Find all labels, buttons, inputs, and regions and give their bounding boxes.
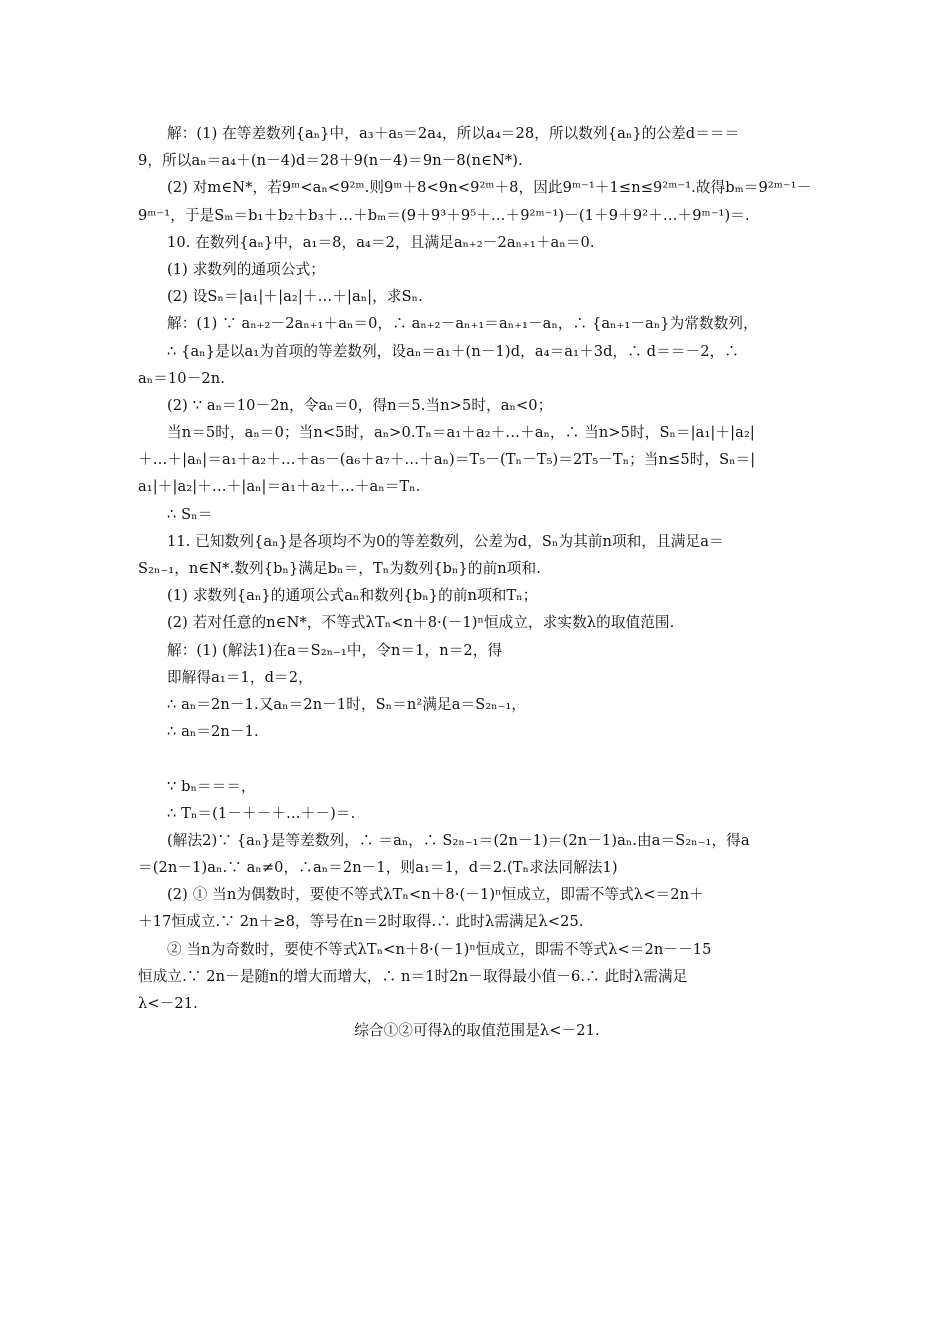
text-line: a₁|＋|a₂|＋…＋|aₙ|＝a₁＋a₂＋…＋aₙ＝Tₙ.	[138, 478, 421, 496]
text-line: (1) 求数列{aₙ}的通项公式aₙ和数列{bₙ}的前n项和Tₙ；	[167, 587, 538, 605]
text-line: S₂ₙ₋₁，n∈N*.数列{bₙ}满足bₙ＝，Tₙ为数列{bₙ}的前n项和.	[138, 560, 541, 577]
text-line: ∴ aₙ＝2n－1.	[167, 723, 259, 741]
blank-line	[138, 745, 816, 772]
text-line: (2) ① 当n为偶数时，要使不等式λTₙ<n＋8·(－1)ⁿ恒成立，即需不等式λ<＝2n＋	[167, 886, 704, 904]
document-body	[138, 120, 816, 1044]
text-line: 9ᵐ⁻¹，于是Sₘ＝b₁＋b₂＋b₃＋…＋bₘ＝(9＋9³＋9⁵＋…＋9²ᵐ⁻¹)－(1＋9＋9²＋…＋9ᵐ⁻¹)＝.	[138, 206, 750, 224]
text-line: 恒成立.∵ 2n－是随n的增大而增大，∴ n＝1时2n－取得最小值－6.∴ 此时λ需满足	[138, 967, 688, 985]
text-line: ∴ aₙ＝2n－1.又aₙ＝2n－1时，Sₙ＝n²满足a＝S₂ₙ₋₁，	[167, 695, 527, 713]
text-line: ② 当n为奇数时，要使不等式λTₙ<n＋8·(－1)ⁿ恒成立，即需不等式λ<＝2n－－15	[167, 940, 712, 958]
text-line: 解：(1) ∵ aₙ₊₂－2aₙ₊₁＋aₙ＝0，∴ aₙ₊₂－aₙ₊₁＝aₙ₊₁－aₙ，∴ {aₙ₊₁－aₙ}为常数数列，	[167, 315, 758, 333]
text-line: ＝(2n－1)aₙ.∵ aₙ≠0，∴aₙ＝2n－1，则a₁＝1，d＝2.(Tₙ求法同解法1)	[138, 859, 618, 877]
text-line: ＋17恒成立.∵ 2n＋≥8，等号在n＝2时取得.∴ 此时λ需满足λ<25.	[138, 913, 584, 931]
text-line: 当n＝5时，aₙ＝0；当n<5时，aₙ>0.Tₙ＝a₁＋a₂＋…＋aₙ，∴ 当n>5时，Sₙ＝|a₁|＋|a₂|	[167, 424, 755, 442]
problem-10-statement: 10. 在数列{aₙ}中，a₁＝8，a₄＝2，且满足aₙ₊₂－2aₙ₊₁＋aₙ＝0.	[167, 233, 595, 251]
text-line: ＋…＋|aₙ|＝a₁＋a₂＋…＋a₅－(a₆＋a₇＋…＋aₙ)＝T₅－(Tₙ－T₅)＝2T₅－Tₙ；当n≤5时，Sₙ＝|	[138, 451, 756, 469]
text-line: 解：(1) 在等差数列{aₙ}中，a₃＋a₅＝2a₄，所以a₄＝28，所以数列{aₙ}的公差d＝＝＝	[167, 125, 740, 142]
text-line: ∴ {aₙ}是以a₁为首项的等差数列，设aₙ＝a₁＋(n－1)d，a₄＝a₁＋3d，∴ d＝＝－2，∴	[167, 342, 739, 360]
text-line: ∴ Sₙ＝	[167, 505, 213, 523]
text-line: (2) 设Sₙ＝|a₁|＋|a₂|＋…＋|aₙ|，求Sₙ.	[167, 288, 423, 306]
text-line: ∴ Tₙ＝(1－＋－＋…＋－)＝.	[167, 804, 356, 822]
text-line: 9，所以aₙ＝a₄＋(n－4)d＝28＋9(n－4)＝9n－8(n∈N*).	[138, 152, 523, 170]
conclusion-line: 综合①②可得λ的取值范围是λ<－21.	[354, 1022, 600, 1040]
text-line: (2) ∵ aₙ＝10－2n，令aₙ＝0，得n＝5.当n>5时，aₙ<0；	[167, 396, 553, 414]
text-line: (解法2)∵ {aₙ}是等差数列，∴ ＝aₙ，∴ S₂ₙ₋₁＝(2n－1)＝(2n－1)aₙ.由a＝S₂ₙ₋₁，得a	[167, 831, 750, 849]
text-line: 即解得a₁＝1，d＝2，	[167, 668, 313, 686]
text-line: aₙ＝10－2n.	[138, 369, 225, 387]
text-line: λ<－21.	[138, 995, 198, 1012]
text-line: 解：(1) (解法1)在a＝S₂ₙ₋₁中，令n＝1，n＝2，得	[167, 641, 503, 659]
text-line: (2) 对m∈N*，若9ᵐ<aₙ<9²ᵐ.则9ᵐ＋8<9n<9²ᵐ＋8，因此9ᵐ⁻¹＋1≤n≤9²ᵐ⁻¹.故得bₘ＝9²ᵐ⁻¹－	[167, 179, 812, 197]
text-line: (2) 若对任意的n∈N*，不等式λTₙ<n＋8·(－1)ⁿ恒成立，求实数λ的取值范围.	[167, 614, 675, 632]
text-line: (1) 求数列的通项公式；	[167, 260, 325, 278]
text-line: ∵ bₙ＝＝＝，	[167, 777, 256, 795]
problem-11-statement: 11. 已知数列{aₙ}是各项均不为0的等差数列，公差为d，Sₙ为其前n项和，且满足a＝	[167, 532, 724, 550]
